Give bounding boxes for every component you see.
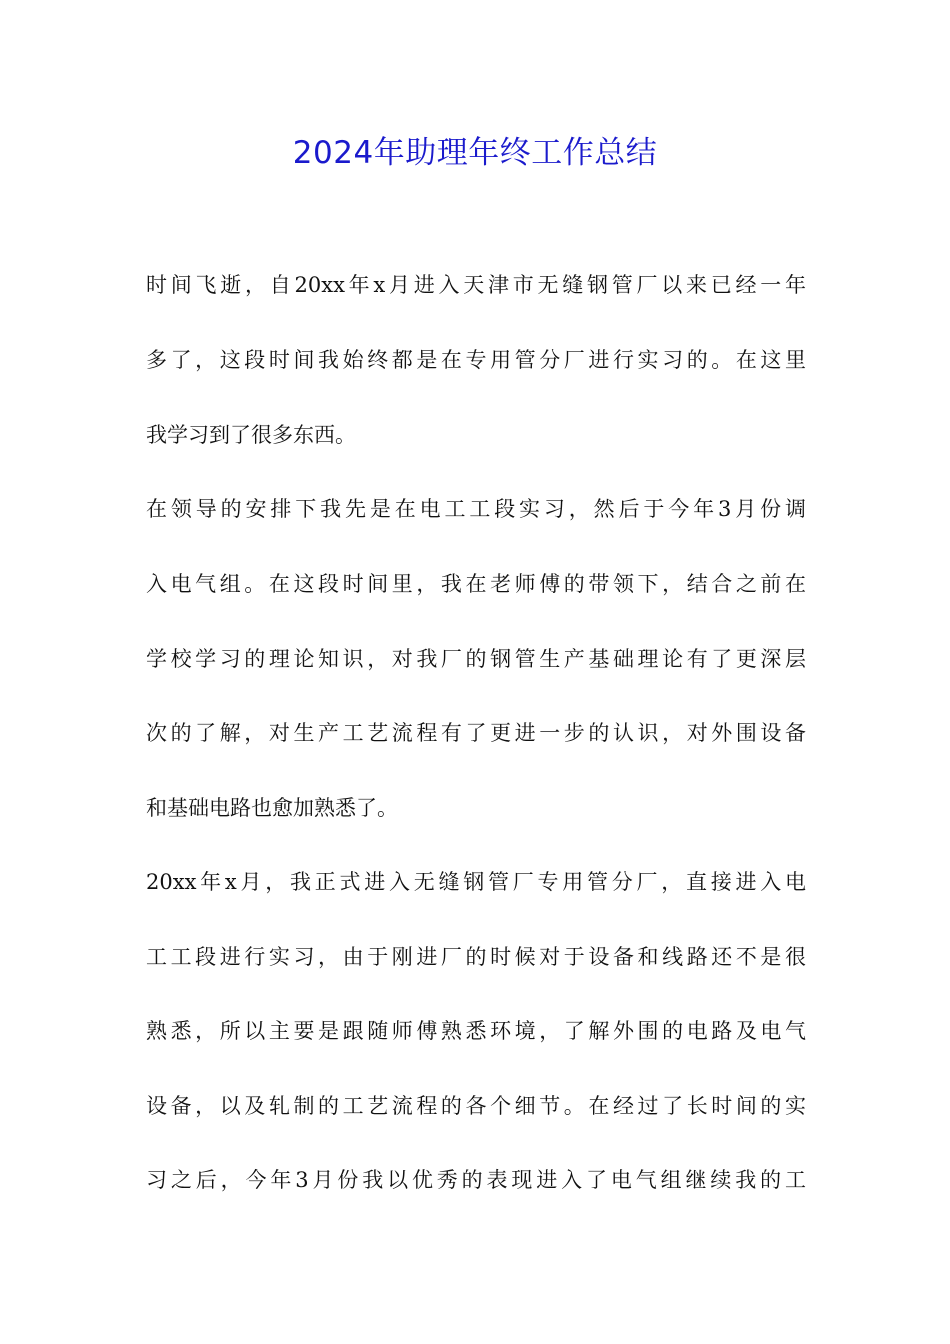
- paragraph-line: 20xx年x月，我正式进入无缝钢管厂专用管分厂，直接进入电: [146, 870, 806, 894]
- paragraph-line: 入电气组。在这段时间里，我在老师傅的带领下，结合之前在: [146, 572, 806, 596]
- document-title: 2024年助理年终工作总结: [292, 135, 658, 171]
- paragraph-line: 在领导的安排下我先是在电工工段实习，然后于今年3月份调: [146, 497, 806, 521]
- paragraph-line: 设备，以及轧制的工艺流程的各个细节。在经过了长时间的实: [146, 1094, 806, 1118]
- paragraph-line: 工工段进行实习，由于刚进厂的时候对于设备和线路还不是很: [146, 945, 806, 969]
- paragraph-line: 和基础电路也愈加熟悉了。: [146, 796, 398, 820]
- paragraph-line: 我学习到了很多东西。: [146, 423, 356, 447]
- paragraph-line: 时间飞逝，自20xx年x月进入天津市无缝钢管厂以来已经一年: [146, 273, 806, 297]
- paragraph-line: 次的了解，对生产工艺流程有了更进一步的认识，对外围设备: [146, 721, 806, 745]
- paragraph-line: 习之后，今年3月份我以优秀的表现进入了电气组继续我的工: [146, 1168, 806, 1192]
- paragraph-line: 多了，这段时间我始终都是在专用管分厂进行实习的。在这里: [146, 348, 806, 372]
- paragraph-line: 熟悉，所以主要是跟随师傅熟悉环境，了解外围的电路及电气: [146, 1019, 806, 1043]
- paragraph-line: 学校学习的理论知识，对我厂的钢管生产基础理论有了更深层: [146, 647, 806, 671]
